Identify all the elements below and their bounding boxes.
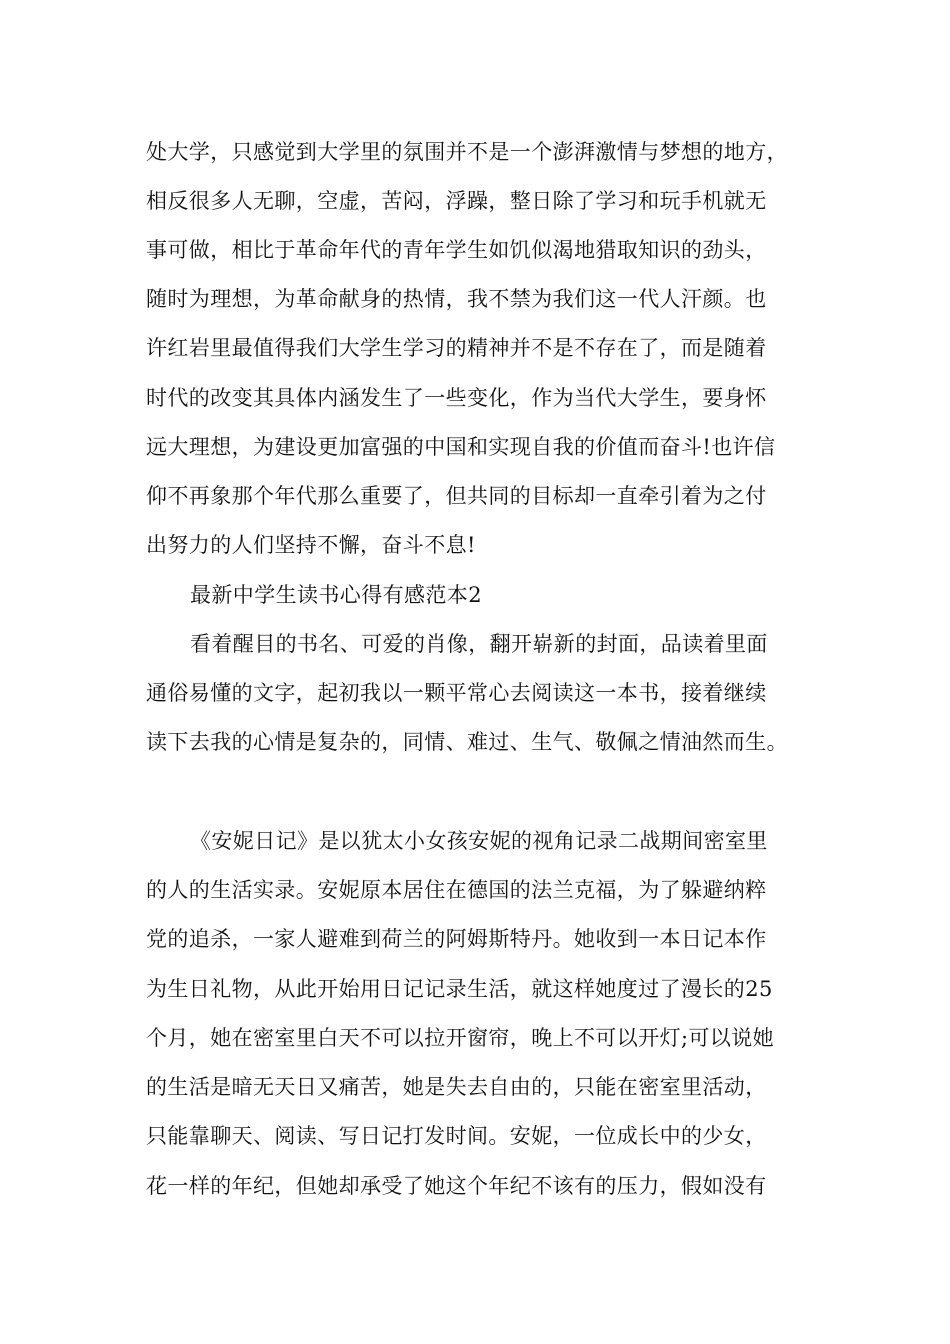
text-line: 花一样的年纪，但她却承受了她这个年纪不该有的压力，假如没有: [146, 1174, 767, 1198]
text-line: 看着醒目的书名、可爱的肖像，翻开崭新的封面，品读着里面: [190, 632, 768, 656]
text-line: 《安妮日记》是以犹太小女孩安妮的视角记录二战期间密室里: [190, 829, 768, 853]
text-line: 事可做，相比于革命年代的青年学生如饥似渴地猎取知识的劲头，: [146, 238, 767, 262]
text-line: 的生活是暗无天日又痛苦，她是失去自由的，只能在密室里活动，: [146, 1075, 767, 1099]
text-line: 为生日礼物，从此开始用日记记录生活，就这样她度过了漫长的25: [146, 977, 773, 1001]
text-line: 时代的改变其具体内涵发生了一些变化，作为当代大学生，要身怀: [146, 386, 767, 410]
text-line: 许红岩里最值得我们大学生学习的精神并不是不存在了，而是随着: [146, 336, 767, 360]
section-heading: 最新中学生读书心得有感范本2: [190, 583, 482, 607]
text-line: 的人的生活实录。安妮原本居住在德国的法兰克福，为了躲避纳粹: [146, 878, 767, 902]
text-line: 相反很多人无聊，空虚，苦闷，浮躁，整日除了学习和玩手机就无: [146, 189, 767, 213]
text-line: 只能靠聊天、阅读、写日记打发时间。安妮，一位成长中的少女，: [146, 1124, 767, 1148]
text-line: 处大学，只感觉到大学里的氛围并不是一个澎湃激情与梦想的地方，: [146, 140, 788, 164]
text-line: 个月，她在密室里白天不可以拉开窗帘，晚上不可以开灯;可以说她: [146, 1026, 775, 1050]
text-line: 随时为理想，为革命献身的热情，我不禁为我们这一代人汗颜。也: [146, 287, 767, 311]
text-line: 党的追杀，一家人避难到荷兰的阿姆斯特丹。她收到一本日记本作: [146, 927, 767, 951]
text-line: 读下去我的心情是复杂的，同情、难过、生气、敬佩之情油然而生。: [146, 730, 788, 754]
text-line: 远大理想，为建设更加富强的中国和实现自我的价值而奋斗!也许信: [146, 435, 776, 459]
text-line: 仰不再象那个年代那么重要了，但共同的目标却一直牵引着为之付: [146, 484, 767, 508]
text-line: 通俗易懂的文字，起初我以一颗平常心去阅读这一本书，接着继续: [146, 681, 767, 705]
text-line: 出努力的人们坚持不懈，奋斗不息!: [146, 533, 476, 557]
